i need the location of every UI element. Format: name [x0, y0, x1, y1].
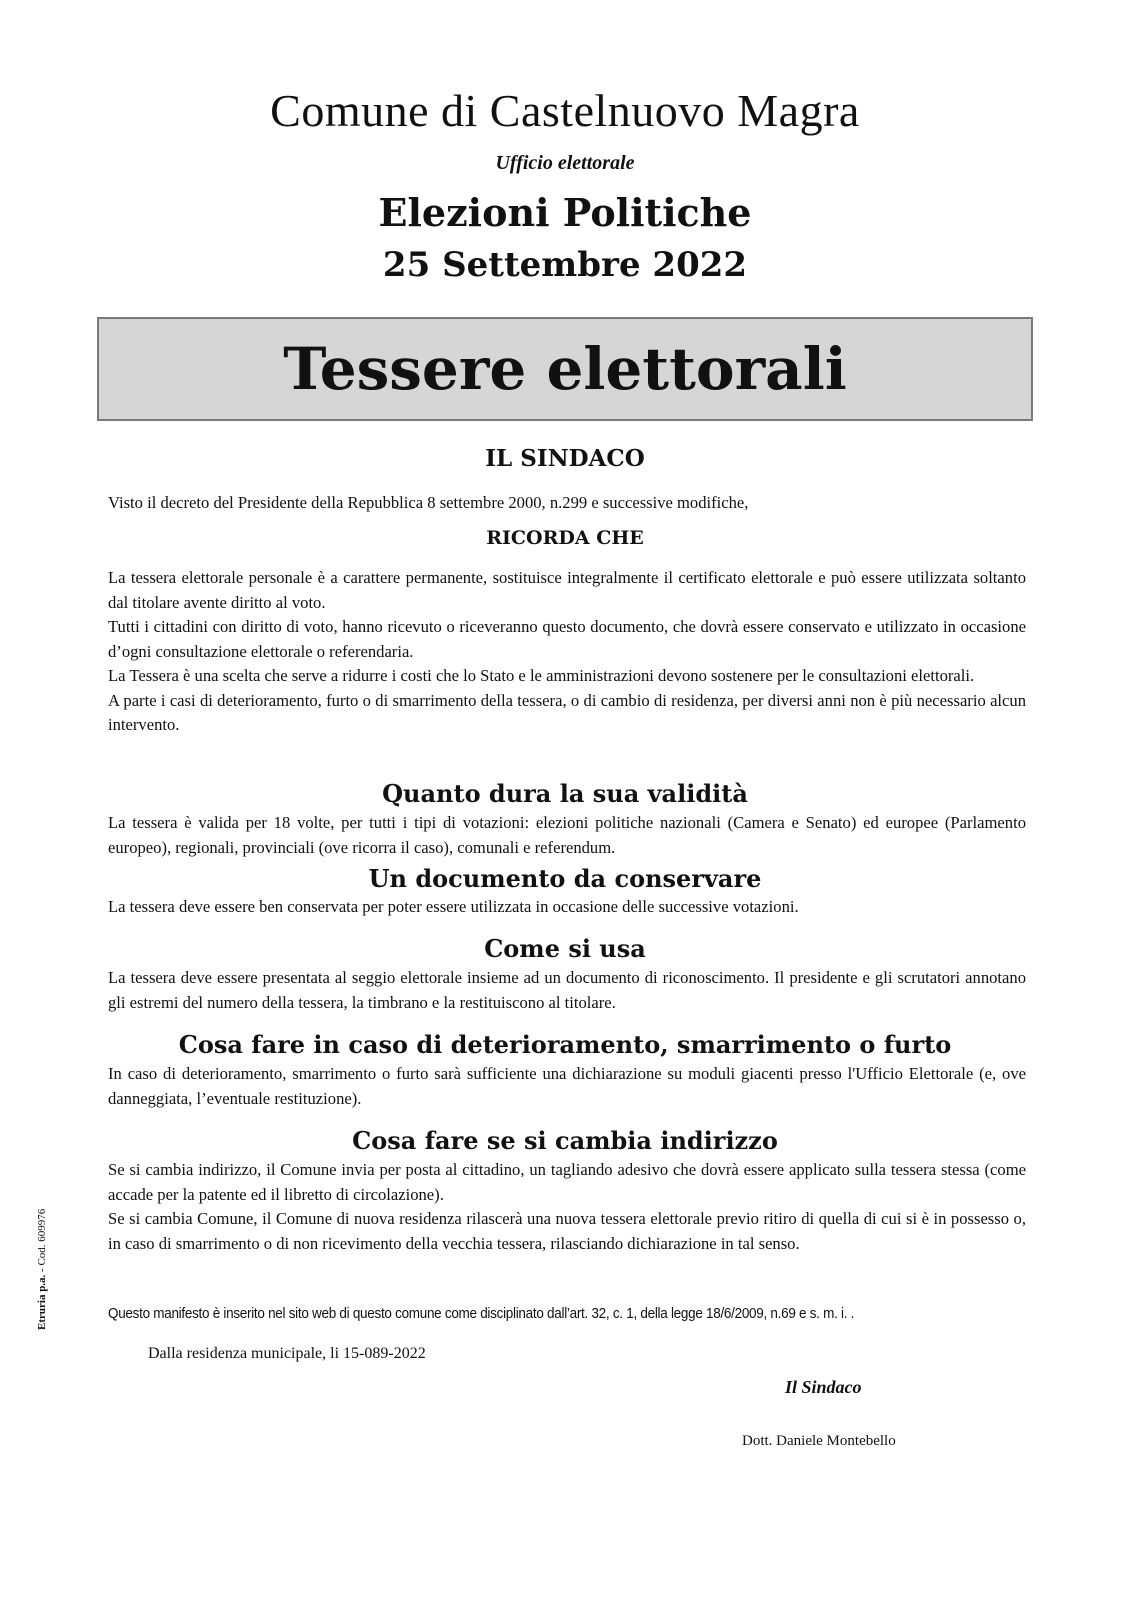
banner-title: Tessere elettorali — [283, 335, 847, 403]
election-title: Elezioni Politiche — [378, 190, 752, 235]
decree-reference: Visto il decreto del Presidente della Repubblica 8 settembre 2000, n.299 e successive modifiche, — [108, 493, 749, 512]
intro-paragraph: Tutti i cittadini con diritto di voto, hanno ricevuto o riceveranno questo documento, che dovrà essere conservato e utilizzato in occasione d’ogni consultazione elettorale o referendaria. — [108, 617, 1026, 661]
section-heading-usage: Come si usa — [484, 934, 646, 963]
section-text-loss: In caso di deterioramento, smarrimento o furto sarà sufficiente una dichiarazione su moduli giacenti presso l'Ufficio Elettorale (e, ove danneggiata, l’eventuale restituzione). — [108, 1064, 1026, 1108]
signatory-name: Dott. Daniele Montebello — [742, 1433, 896, 1449]
section-heading-address-change: Cosa fare se si cambia indirizzo — [352, 1126, 778, 1155]
signature-title: Il Sindaco — [785, 1377, 862, 1397]
section-text-usage: La tessera deve essere presentata al seggio elettorale insieme ad un documento di riconoscimento. Il presidente e gli scrutatori annotano gli estremi del numero della tessera, la timbrano e la restituiscono al titolare. — [108, 968, 1026, 1012]
place-date-line: Dalla residenza municipale, li 15-089-2022 — [148, 1345, 426, 1362]
printer-code: - Cod. 609976 — [36, 1208, 48, 1275]
intro-paragraph: A parte i casi di deterioramento, furto o di smarrimento della tessera, o di cambio di residenza, per diversi anni non è più necessario alcun intervento. — [108, 690, 1026, 734]
section-text-validity: La tessera è valida per 18 volte, per tutti i tipi di votazioni: elezioni politiche nazionali (Camera e Senato) ed europee (Parlamento europeo), regionali, provinciali (ove ricorra il caso), comunali e referendum. — [108, 813, 1026, 857]
section-heading-validity: Quanto dura la sua validità — [382, 779, 748, 808]
printer-imprint — [36, 1209, 48, 1330]
address-change-paragraph: Se si cambia Comune, il Comune di nuova residenza rilascerà una nuova tessera elettorale previo ritiro di quella di cui si è in possesso o, in caso di smarrimento o di non ricevimento della vecchia tessera, rilasciando dichiarazione in tal senso. — [108, 1209, 1026, 1253]
address-change-paragraph: Se si cambia indirizzo, il Comune invia per posta al cittadino, un tagliando adesivo che dovrà essere applicato sulla tessera stessa (come accade per la patente ed il libretto di circolazione). — [108, 1160, 1026, 1204]
section-text-address-change — [108, 1158, 1026, 1256]
intro-paragraph: La Tessera è una scelta che serve a ridurre i costi che lo Stato e le amministrazioni devono sostenere per le consultazioni elettorali. — [108, 666, 975, 685]
title-banner — [97, 317, 1033, 421]
section-heading-loss: Cosa fare in caso di deterioramento, smarrimento o furto — [178, 1030, 952, 1059]
intro-paragraph: La tessera elettorale personale è a carattere permanente, sostituisce integralmente il certificato elettorale e può essere utilizzata soltanto dal titolare avente diritto al voto. — [108, 568, 1026, 612]
office-subtitle: Ufficio elettorale — [495, 152, 635, 174]
printer-name: Etruria p.a. — [36, 1274, 48, 1330]
section-text-preserve: La tessera deve essere ben conservata per poter essere utilizzata in occasione delle successive votazioni. — [108, 897, 799, 916]
reminder-heading: RICORDA CHE — [486, 527, 644, 549]
section-heading-preserve: Un documento da conservare — [368, 864, 762, 893]
election-date: 25 Settembre 2022 — [382, 245, 748, 285]
mayor-heading: IL SINDACO — [485, 445, 645, 472]
publication-note: Questo manifesto è inserito nel sito web di questo comune come disciplinato dall’art. 32, c. 1, della legge 18/6/2009, n.69 e s. m. i. . — [108, 1306, 855, 1322]
intro-paragraphs — [108, 566, 1026, 738]
municipality-title: Comune di Castelnuovo Magra — [270, 85, 860, 136]
